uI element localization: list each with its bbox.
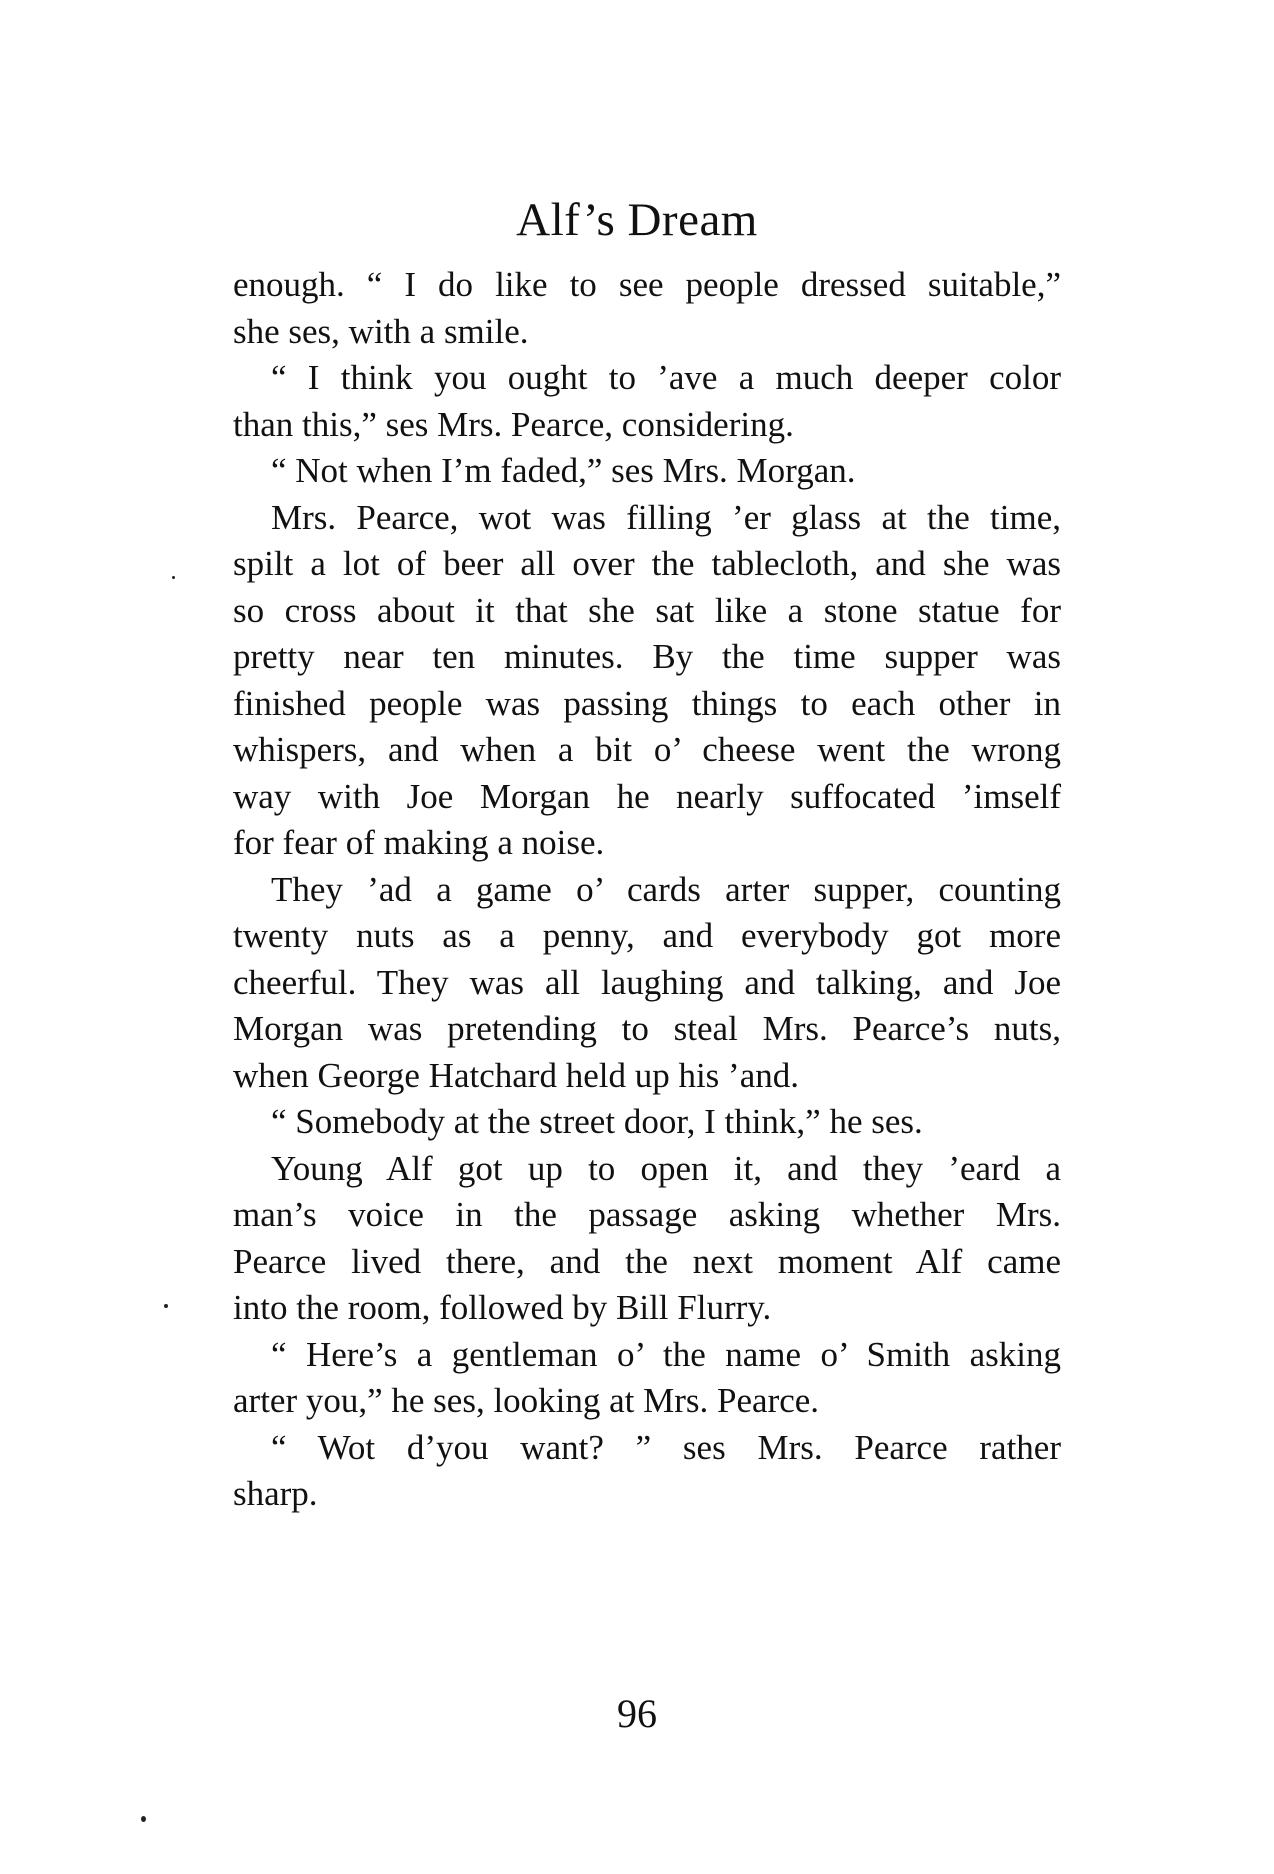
paragraph — [233, 448, 1061, 495]
running-head: Alf’s Dream — [516, 194, 758, 246]
text-line: twenty nuts as a penny, and everybody got more — [233, 916, 1061, 955]
text-line: “ Not when I’m faded,” ses Mrs. Morgan. — [271, 451, 856, 490]
text-line: Mrs. Pearce, wot was filling ’er glass at the time, — [271, 497, 1061, 537]
paragraph — [233, 1425, 1061, 1518]
text-line: arter you,” he ses, looking at Mrs. Pearce. — [233, 1381, 820, 1420]
text-line: cheerful. They was all laughing and talking, and Joe — [233, 962, 1061, 1002]
text-line: man’s voice in the passage asking whether Mrs. — [233, 1195, 1061, 1234]
paragraph — [233, 1146, 1061, 1332]
text-line: enough. “ I do like to see people dressed suitable,” — [233, 265, 1061, 304]
text-line: whispers, and when a bit o’ cheese went the wrong — [233, 730, 1061, 769]
text-line: “ Somebody at the street door, I think,” he ses. — [271, 1102, 923, 1141]
paragraph — [233, 1332, 1061, 1425]
text-line: than this,” ses Mrs. Pearce, considering. — [233, 404, 794, 444]
text-line: she ses, with a smile. — [233, 311, 529, 351]
text-line: sharp. — [233, 1474, 318, 1513]
paragraph — [233, 355, 1061, 448]
paragraph — [233, 495, 1061, 867]
text-line: when George Hatchard held up his ’and. — [233, 1055, 799, 1095]
paragraph — [233, 1099, 1061, 1146]
text-line: for fear of making a noise. — [233, 823, 605, 862]
text-line: spilt a lot of beer all over the tablecloth, and she was — [233, 544, 1061, 583]
page-number: 96 — [617, 1691, 657, 1736]
print-speck — [164, 1304, 168, 1308]
text-line: “ I think you ought to ’ave a much deeper color — [271, 358, 1061, 397]
body-text — [233, 262, 1061, 1518]
text-line: way with Joe Morgan he nearly suffocated ’imself — [233, 776, 1061, 816]
paragraph — [233, 262, 1061, 355]
text-line: Young Alf got up to open it, and they ’eard a — [271, 1148, 1061, 1188]
text-line: pretty near ten minutes. By the time supper was — [233, 637, 1061, 676]
text-line: finished people was passing things to each other in — [233, 683, 1061, 723]
text-line: into the room, followed by Bill Flurry. — [233, 1288, 772, 1327]
text-line: so cross about it that she sat like a stone statue for — [233, 590, 1061, 630]
text-line: They ’ad a game o’ cards arter supper, counting — [271, 869, 1061, 909]
text-line: Pearce lived there, and the next moment Alf came — [233, 1241, 1061, 1281]
text-line: Morgan was pretending to steal Mrs. Pearce’s nuts, — [233, 1009, 1061, 1048]
paragraph — [233, 867, 1061, 1100]
print-speck — [141, 1816, 146, 1822]
text-line: “ Here’s a gentleman o’ the name o’ Smith asking — [271, 1334, 1061, 1374]
text-line: “ Wot d’you want? ” ses Mrs. Pearce rather — [271, 1427, 1061, 1467]
print-speck — [172, 576, 175, 579]
